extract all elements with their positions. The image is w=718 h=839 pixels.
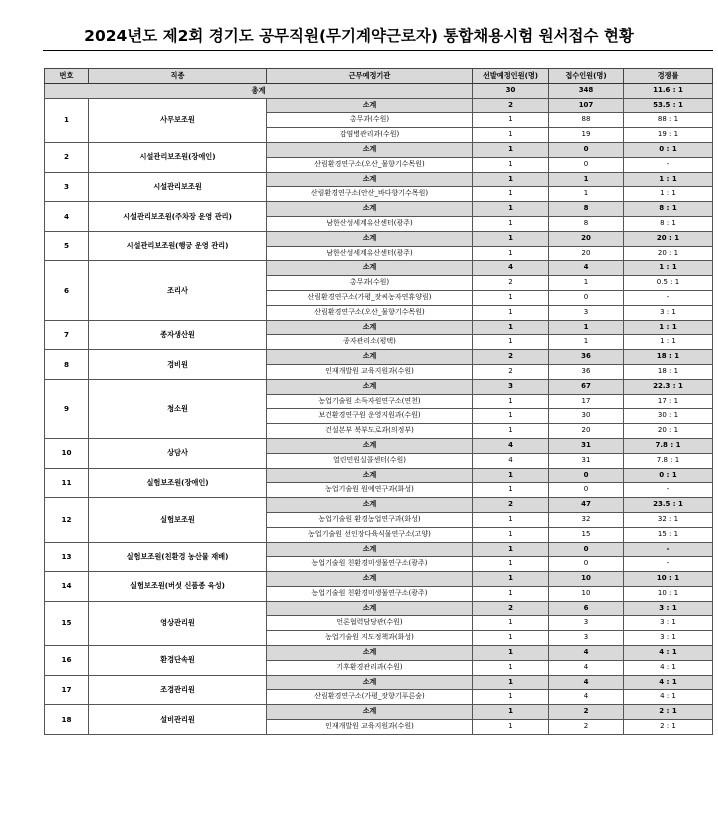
subtotal-row xyxy=(45,202,713,217)
subtotal-row xyxy=(45,675,713,690)
competition-ratio: 7.8 : 1 xyxy=(624,453,713,468)
applied-count: 8 xyxy=(549,202,624,217)
application-status-table xyxy=(44,68,713,735)
planned-count: 1 xyxy=(473,483,549,498)
planned-count: 1 xyxy=(473,631,549,646)
applied-count: 4 xyxy=(549,690,624,705)
competition-ratio: 88 : 1 xyxy=(624,113,713,128)
planned-count: 1 xyxy=(473,202,549,217)
group-number: 17 xyxy=(45,675,89,705)
group-number: 16 xyxy=(45,646,89,676)
total-label: 총계 xyxy=(45,83,473,98)
planned-count: 1 xyxy=(473,512,549,527)
total-ratio: 11.6 : 1 xyxy=(624,83,713,98)
group-number: 6 xyxy=(45,261,89,320)
work-agency: 산림환경연구소(가평_잣향기푸른숲) xyxy=(267,690,473,705)
subtotal-row xyxy=(45,350,713,365)
work-agency: 소계 xyxy=(267,675,473,690)
job-type: 시설관리보조원(주차장 운영 관리) xyxy=(89,202,267,232)
competition-ratio: - xyxy=(624,290,713,305)
work-agency: 인재개발원 교육지원과(수원) xyxy=(267,720,473,735)
work-agency: 농업기술원 지도정책과(화성) xyxy=(267,631,473,646)
work-agency: 소계 xyxy=(267,379,473,394)
competition-ratio: 0 : 1 xyxy=(624,142,713,157)
planned-count: 1 xyxy=(473,705,549,720)
work-agency: 농업기술원 친환경미생물연구소(광주) xyxy=(267,586,473,601)
planned-count: 1 xyxy=(473,335,549,350)
competition-ratio: 22.3 : 1 xyxy=(624,379,713,394)
applied-count: 2 xyxy=(549,705,624,720)
planned-count: 1 xyxy=(473,246,549,261)
subtotal-row xyxy=(45,438,713,453)
work-agency: 소계 xyxy=(267,572,473,587)
header-planned: 선발예정인원(명) xyxy=(473,69,549,84)
competition-ratio: 3 : 1 xyxy=(624,601,713,616)
applied-count: 88 xyxy=(549,113,624,128)
subtotal-row xyxy=(45,172,713,187)
planned-count: 1 xyxy=(473,542,549,557)
subtotal-row xyxy=(45,572,713,587)
applied-count: 10 xyxy=(549,586,624,601)
group-number: 7 xyxy=(45,320,89,350)
applied-count: 36 xyxy=(549,350,624,365)
planned-count: 1 xyxy=(473,660,549,675)
work-agency: 산림환경연구소(오산_물향기수목원) xyxy=(267,157,473,172)
work-agency: 기후환경관리과(수원) xyxy=(267,660,473,675)
subtotal-row xyxy=(45,142,713,157)
planned-count: 1 xyxy=(473,409,549,424)
planned-count: 2 xyxy=(473,601,549,616)
work-agency: 보건환경연구원 운영지원과(수원) xyxy=(267,409,473,424)
applied-count: 0 xyxy=(549,483,624,498)
planned-count: 1 xyxy=(473,187,549,202)
applied-count: 1 xyxy=(549,335,624,350)
header-agency: 근무예정기관 xyxy=(267,69,473,84)
competition-ratio: 1 : 1 xyxy=(624,187,713,202)
group-number: 9 xyxy=(45,379,89,438)
applied-count: 2 xyxy=(549,720,624,735)
applied-count: 3 xyxy=(549,631,624,646)
applied-count: 17 xyxy=(549,394,624,409)
page-title: 2024년도 제2회 경기도 공무직원(무기계약근로자) 통합채용시험 원서접수 현황 xyxy=(84,27,634,45)
job-type: 실험보조원(친환경 농산물 재배) xyxy=(89,542,267,572)
competition-ratio: 8 : 1 xyxy=(624,202,713,217)
planned-count: 1 xyxy=(473,675,549,690)
applied-count: 0 xyxy=(549,557,624,572)
competition-ratio: 3 : 1 xyxy=(624,616,713,631)
competition-ratio: 19 : 1 xyxy=(624,128,713,143)
applied-count: 4 xyxy=(549,646,624,661)
work-agency: 소계 xyxy=(267,601,473,616)
planned-count: 1 xyxy=(473,290,549,305)
group-number: 1 xyxy=(45,98,89,142)
work-agency: 소계 xyxy=(267,320,473,335)
work-agency: 열린민원실콜센터(수원) xyxy=(267,453,473,468)
table-body xyxy=(45,83,713,734)
applied-count: 0 xyxy=(549,468,624,483)
planned-count: 1 xyxy=(473,720,549,735)
work-agency: 감염병관리과(수원) xyxy=(267,128,473,143)
job-type: 종자생산원 xyxy=(89,320,267,350)
applied-count: 1 xyxy=(549,187,624,202)
total-applied: 348 xyxy=(549,83,624,98)
group-number: 13 xyxy=(45,542,89,572)
group-number: 12 xyxy=(45,498,89,542)
planned-count: 1 xyxy=(473,527,549,542)
group-number: 18 xyxy=(45,705,89,735)
applied-count: 19 xyxy=(549,128,624,143)
group-number: 11 xyxy=(45,468,89,498)
competition-ratio: 7.8 : 1 xyxy=(624,438,713,453)
planned-count: 1 xyxy=(473,586,549,601)
competition-ratio: 18 : 1 xyxy=(624,350,713,365)
subtotal-row xyxy=(45,646,713,661)
applied-count: 0 xyxy=(549,157,624,172)
work-agency: 산림환경연구소(안산_바다향기수목원) xyxy=(267,187,473,202)
competition-ratio: 4 : 1 xyxy=(624,690,713,705)
header-ratio: 경쟁률 xyxy=(624,69,713,84)
header-no: 번호 xyxy=(45,69,89,84)
competition-ratio: 4 : 1 xyxy=(624,660,713,675)
job-type: 조리사 xyxy=(89,261,267,320)
work-agency: 농업기술원 친환경미생물연구소(광주) xyxy=(267,557,473,572)
total-row xyxy=(45,83,713,98)
group-number: 15 xyxy=(45,601,89,645)
competition-ratio: 32 : 1 xyxy=(624,512,713,527)
competition-ratio: 1 : 1 xyxy=(624,172,713,187)
work-agency: 남한산성세계유산센터(광주) xyxy=(267,246,473,261)
job-type: 영상관리원 xyxy=(89,601,267,645)
total-planned: 30 xyxy=(473,83,549,98)
competition-ratio: 0 : 1 xyxy=(624,468,713,483)
planned-count: 1 xyxy=(473,231,549,246)
planned-count: 1 xyxy=(473,320,549,335)
competition-ratio: 20 : 1 xyxy=(624,231,713,246)
work-agency: 소계 xyxy=(267,705,473,720)
applied-count: 4 xyxy=(549,261,624,276)
applied-count: 20 xyxy=(549,424,624,439)
competition-ratio: 1 : 1 xyxy=(624,335,713,350)
competition-ratio: 4 : 1 xyxy=(624,646,713,661)
work-agency: 남한산성세계유산센터(광주) xyxy=(267,216,473,231)
applied-count: 0 xyxy=(549,290,624,305)
competition-ratio: 20 : 1 xyxy=(624,246,713,261)
competition-ratio: 4 : 1 xyxy=(624,675,713,690)
competition-ratio: - xyxy=(624,557,713,572)
applied-count: 3 xyxy=(549,616,624,631)
subtotal-row xyxy=(45,379,713,394)
competition-ratio: 3 : 1 xyxy=(624,305,713,320)
subtotal-row xyxy=(45,468,713,483)
job-type: 설비관리원 xyxy=(89,705,267,735)
applied-count: 1 xyxy=(549,276,624,291)
work-agency: 산림환경연구소(오산_물향기수목원) xyxy=(267,305,473,320)
job-type: 상담사 xyxy=(89,438,267,468)
job-type: 실험보조원(버섯 신품종 육성) xyxy=(89,572,267,602)
work-agency: 소계 xyxy=(267,231,473,246)
applied-count: 8 xyxy=(549,216,624,231)
work-agency: 종자관리소(평택) xyxy=(267,335,473,350)
planned-count: 1 xyxy=(473,305,549,320)
competition-ratio: 2 : 1 xyxy=(624,705,713,720)
competition-ratio: 20 : 1 xyxy=(624,424,713,439)
job-type: 환경단속원 xyxy=(89,646,267,676)
subtotal-row xyxy=(45,231,713,246)
group-number: 3 xyxy=(45,172,89,202)
competition-ratio: 18 : 1 xyxy=(624,364,713,379)
job-type: 조경관리원 xyxy=(89,675,267,705)
group-number: 5 xyxy=(45,231,89,261)
applied-count: 67 xyxy=(549,379,624,394)
competition-ratio: - xyxy=(624,542,713,557)
work-agency: 농업기술원 선인장다육식물연구소(고양) xyxy=(267,527,473,542)
applied-count: 4 xyxy=(549,660,624,675)
applied-count: 0 xyxy=(549,142,624,157)
competition-ratio: 8 : 1 xyxy=(624,216,713,231)
competition-ratio: 1 : 1 xyxy=(624,261,713,276)
applied-count: 3 xyxy=(549,305,624,320)
group-number: 14 xyxy=(45,572,89,602)
work-agency: 인재개발원 교육지원과(수원) xyxy=(267,364,473,379)
applied-count: 107 xyxy=(549,98,624,113)
applied-count: 47 xyxy=(549,498,624,513)
competition-ratio: 2 : 1 xyxy=(624,720,713,735)
planned-count: 1 xyxy=(473,142,549,157)
applied-count: 4 xyxy=(549,675,624,690)
planned-count: 1 xyxy=(473,157,549,172)
competition-ratio: 30 : 1 xyxy=(624,409,713,424)
header-applied: 접수인원(명) xyxy=(549,69,624,84)
planned-count: 3 xyxy=(473,379,549,394)
job-type: 사무보조원 xyxy=(89,98,267,142)
work-agency: 소계 xyxy=(267,468,473,483)
planned-count: 2 xyxy=(473,350,549,365)
competition-ratio: 23.5 : 1 xyxy=(624,498,713,513)
applied-count: 0 xyxy=(549,542,624,557)
planned-count: 2 xyxy=(473,498,549,513)
applied-count: 31 xyxy=(549,453,624,468)
job-type: 경비원 xyxy=(89,350,267,380)
work-agency: 소계 xyxy=(267,142,473,157)
job-type: 청소원 xyxy=(89,379,267,438)
work-agency: 소계 xyxy=(267,202,473,217)
applied-count: 1 xyxy=(549,320,624,335)
planned-count: 1 xyxy=(473,113,549,128)
work-agency: 소계 xyxy=(267,498,473,513)
job-type: 실험보조원 xyxy=(89,498,267,542)
group-number: 4 xyxy=(45,202,89,232)
competition-ratio: 0.5 : 1 xyxy=(624,276,713,291)
job-type: 시설관리보조원(행궁 운영 관리) xyxy=(89,231,267,261)
job-type: 시설관리보조원(장애인) xyxy=(89,142,267,172)
planned-count: 1 xyxy=(473,394,549,409)
planned-count: 1 xyxy=(473,557,549,572)
applied-count: 31 xyxy=(549,438,624,453)
planned-count: 1 xyxy=(473,616,549,631)
planned-count: 1 xyxy=(473,172,549,187)
work-agency: 소계 xyxy=(267,172,473,187)
work-agency: 농업기술원 원예연구과(화성) xyxy=(267,483,473,498)
competition-ratio: - xyxy=(624,483,713,498)
competition-ratio: - xyxy=(624,157,713,172)
header-row xyxy=(45,69,713,84)
title-underline xyxy=(43,50,713,51)
planned-count: 1 xyxy=(473,468,549,483)
job-type: 시설관리보조원 xyxy=(89,172,267,202)
applied-count: 20 xyxy=(549,231,624,246)
applied-count: 6 xyxy=(549,601,624,616)
group-number: 2 xyxy=(45,142,89,172)
header-job: 직종 xyxy=(89,69,267,84)
job-type: 실험보조원(장애인) xyxy=(89,468,267,498)
work-agency: 산림환경연구소(가평_잣씨농자연휴양림) xyxy=(267,290,473,305)
competition-ratio: 17 : 1 xyxy=(624,394,713,409)
work-agency: 소계 xyxy=(267,261,473,276)
work-agency: 농업기술원 환경농업연구과(화성) xyxy=(267,512,473,527)
applied-count: 32 xyxy=(549,512,624,527)
subtotal-row xyxy=(45,261,713,276)
planned-count: 1 xyxy=(473,646,549,661)
competition-ratio: 10 : 1 xyxy=(624,586,713,601)
subtotal-row xyxy=(45,498,713,513)
applied-count: 30 xyxy=(549,409,624,424)
work-agency: 소계 xyxy=(267,646,473,661)
work-agency: 총무과(수원) xyxy=(267,276,473,291)
competition-ratio: 10 : 1 xyxy=(624,572,713,587)
group-number: 8 xyxy=(45,350,89,380)
planned-count: 1 xyxy=(473,424,549,439)
applied-count: 1 xyxy=(549,172,624,187)
planned-count: 1 xyxy=(473,128,549,143)
planned-count: 1 xyxy=(473,216,549,231)
planned-count: 4 xyxy=(473,438,549,453)
competition-ratio: 3 : 1 xyxy=(624,631,713,646)
planned-count: 4 xyxy=(473,453,549,468)
applied-count: 36 xyxy=(549,364,624,379)
subtotal-row xyxy=(45,98,713,113)
work-agency: 소계 xyxy=(267,98,473,113)
work-agency: 소계 xyxy=(267,438,473,453)
planned-count: 1 xyxy=(473,690,549,705)
work-agency: 농업기술원 소득자원연구소(연천) xyxy=(267,394,473,409)
work-agency: 총무과(수원) xyxy=(267,113,473,128)
subtotal-row xyxy=(45,542,713,557)
applied-count: 15 xyxy=(549,527,624,542)
work-agency: 건설본부 북부도로과(의정부) xyxy=(267,424,473,439)
group-number: 10 xyxy=(45,438,89,468)
planned-count: 4 xyxy=(473,261,549,276)
subtotal-row xyxy=(45,705,713,720)
work-agency: 언론협력담당관(수원) xyxy=(267,616,473,631)
planned-count: 2 xyxy=(473,364,549,379)
work-agency: 소계 xyxy=(267,350,473,365)
planned-count: 1 xyxy=(473,572,549,587)
subtotal-row xyxy=(45,320,713,335)
work-agency: 소계 xyxy=(267,542,473,557)
applied-count: 20 xyxy=(549,246,624,261)
competition-ratio: 15 : 1 xyxy=(624,527,713,542)
competition-ratio: 53.5 : 1 xyxy=(624,98,713,113)
subtotal-row xyxy=(45,601,713,616)
applied-count: 10 xyxy=(549,572,624,587)
competition-ratio: 1 : 1 xyxy=(624,320,713,335)
planned-count: 2 xyxy=(473,276,549,291)
planned-count: 2 xyxy=(473,98,549,113)
